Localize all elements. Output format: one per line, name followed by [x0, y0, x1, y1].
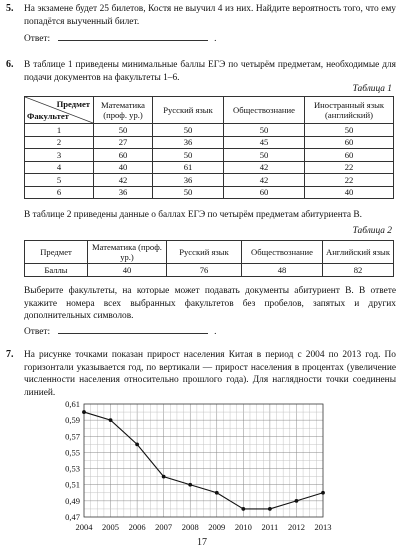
table-cell: 82	[323, 264, 394, 277]
data-point	[295, 499, 299, 503]
table-cell: 60	[305, 136, 394, 149]
y-tick-label: 0,61	[65, 399, 80, 409]
task-number: 6.	[6, 59, 14, 70]
answer-end: .	[214, 34, 217, 44]
answer-label: Ответ:	[24, 327, 51, 337]
table-row	[25, 136, 394, 149]
x-tick-label: 2012	[287, 522, 305, 532]
answer-row	[24, 325, 216, 337]
table-cell: 50	[153, 124, 224, 137]
header-cell: Русский язык	[167, 241, 242, 264]
x-axis-labels	[76, 522, 332, 532]
table-cell: 5	[25, 174, 94, 187]
table-row	[25, 149, 394, 162]
table-cell: 27	[94, 136, 153, 149]
x-tick-label: 2013	[314, 522, 332, 532]
table-cell: 36	[153, 136, 224, 149]
x-tick-label: 2006	[128, 522, 146, 532]
table-cell: 50	[224, 149, 305, 162]
header-cell: Иностранный язык (английский)	[305, 97, 394, 124]
corner-top-label: Предмет	[56, 99, 90, 109]
table-cell: 48	[242, 264, 323, 277]
answer-field[interactable]	[58, 32, 208, 41]
table-cell: 40	[305, 186, 394, 199]
task-number: 7.	[6, 349, 14, 360]
y-tick-label: 0,57	[65, 431, 80, 442]
x-tick-label: 2009	[208, 522, 226, 532]
chart-grid	[84, 404, 323, 517]
table-row	[25, 186, 394, 199]
corner-cell	[25, 97, 94, 124]
table2-intro: В таблице 2 приведены данные о баллах ЕГЭ по четырём предметам абитуриента В.	[24, 210, 363, 220]
table-cell: 3	[25, 149, 94, 162]
table-cell: 50	[153, 149, 224, 162]
header-cell: Обществознание	[242, 241, 323, 264]
y-tick-label: 0,47	[65, 512, 80, 522]
table-cell: 50	[224, 124, 305, 137]
data-point	[162, 475, 166, 479]
y-tick-label: 0,59	[65, 415, 80, 426]
data-point	[188, 483, 192, 487]
table-cell: 1	[25, 124, 94, 137]
y-tick-label: 0,53	[65, 463, 80, 474]
header-cell: Предмет	[25, 241, 88, 264]
header-cell: Математика (проф. ур.)	[94, 97, 153, 124]
table-cell: 61	[153, 161, 224, 174]
table-cell: 76	[167, 264, 242, 277]
y-tick-label: 0,55	[65, 447, 80, 458]
table-cell: 42	[224, 174, 305, 187]
header-cell: Математика (проф. ур.)	[88, 241, 167, 264]
x-tick-label: 2010	[234, 522, 252, 532]
table-row	[25, 124, 394, 137]
page-number: 17	[197, 537, 207, 548]
table-caption: Таблица 1	[352, 84, 392, 94]
x-tick-label: 2011	[261, 522, 279, 532]
task6-question: Выберите факультеты, на которые может подавать документы абитуриент В. В ответе укажите номера всех выбранных факультетов без пробелов, запятых и других дополнительных символов.	[24, 286, 396, 321]
data-point	[135, 442, 139, 446]
task-number: 5.	[6, 3, 14, 14]
y-tick-label: 0,51	[65, 479, 80, 490]
table-row	[25, 161, 394, 174]
table-2	[24, 240, 394, 277]
y-tick-label: 0,49	[65, 495, 80, 506]
table-cell: 22	[305, 161, 394, 174]
table-row	[25, 264, 394, 277]
data-point	[241, 507, 245, 511]
x-tick-label: 2004	[75, 522, 93, 532]
task-text: В таблице 1 приведены минимальные баллы ЕГЭ по четырём предметам, необходимые для подачи документов на факультеты 1–6.	[24, 60, 396, 83]
header-cell: Русский язык	[153, 97, 224, 124]
table-cell: 36	[153, 174, 224, 187]
data-point	[321, 491, 325, 495]
population-growth-chart	[0, 392, 404, 536]
x-tick-label: 2008	[181, 522, 199, 532]
x-tick-label: 2007	[155, 522, 173, 532]
table-header-row	[25, 97, 394, 124]
table-cell: 42	[224, 161, 305, 174]
x-tick-label: 2005	[102, 522, 120, 532]
table-cell: 2	[25, 136, 94, 149]
task-text: На экзамене будет 25 билетов, Костя не выучил 4 из них. Найдите вероятность того, что ему попадётся выученный билет.	[24, 4, 396, 27]
table-row	[25, 174, 394, 187]
table-caption: Таблица 2	[352, 226, 392, 236]
corner-bottom-label: Факультет	[27, 111, 69, 121]
table-cell: 42	[94, 174, 153, 187]
table-1	[24, 96, 394, 199]
table-cell: 50	[94, 124, 153, 137]
answer-end: .	[214, 327, 217, 337]
table-header-row	[25, 241, 394, 264]
table-cell: 50	[305, 124, 394, 137]
data-point	[109, 418, 113, 422]
table-cell: 22	[305, 174, 394, 187]
table-cell: 40	[94, 161, 153, 174]
table-cell: 45	[224, 136, 305, 149]
table-cell: 40	[88, 264, 167, 277]
task-text: На рисунке точками показан прирост населения Китая в период с 2004 по 2013 год. По горизонтали указывается год, по вертикали — прирост населения в процентах (увеличение численности населения относительно прошлого года). Для наглядности точки соединены линией.	[24, 350, 396, 398]
data-point	[215, 491, 219, 495]
answer-row	[24, 32, 216, 44]
table-cell: 50	[153, 186, 224, 199]
y-axis-labels	[65, 399, 80, 522]
answer-field[interactable]	[58, 325, 208, 334]
table-cell: 6	[25, 186, 94, 199]
header-cell: Английский язык	[323, 241, 394, 264]
data-point	[268, 507, 272, 511]
table-cell: 60	[305, 149, 394, 162]
table-cell: 4	[25, 161, 94, 174]
table-cell: 60	[94, 149, 153, 162]
table-cell: 60	[224, 186, 305, 199]
header-cell: Обществознание	[224, 97, 305, 124]
table-cell: 36	[94, 186, 153, 199]
table-cell: Баллы	[25, 264, 88, 277]
answer-label: Ответ:	[24, 34, 51, 44]
data-point	[82, 410, 86, 414]
